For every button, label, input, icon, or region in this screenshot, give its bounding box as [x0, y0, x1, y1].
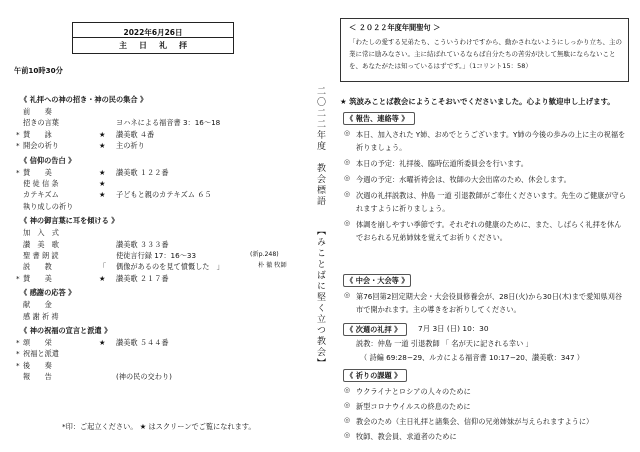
screen-star-icon: ★	[99, 179, 106, 188]
standing-mark: *	[16, 338, 20, 347]
order-content: 讃美歌 ５４４番	[116, 338, 169, 347]
order-label: 頌 栄	[23, 338, 52, 347]
order-label: 賛 詠	[23, 129, 52, 139]
bullet-icon: ◎	[344, 431, 351, 439]
order-label: 讃 美 歌	[23, 239, 59, 249]
next-service-date: 7月 3日 (日) 10：30	[418, 324, 489, 333]
section-heading: 《 礼拝への神の招き・神の民の集合 》	[20, 95, 148, 104]
order-label: 聖 書 朗 読	[23, 251, 59, 260]
order-label: 説 教	[23, 262, 52, 272]
order-label: 感 謝 祈 祷	[23, 311, 59, 321]
list-item: 第76回第2回定期大会・大会役員修養会が、28日(火)から30日(木)まで愛知県刈谷市で開かれます。主の導きをお祈りしてください。	[356, 292, 623, 314]
conference-heading: 《 中会・大会等 》	[346, 276, 409, 285]
order-label: 前 奏	[23, 107, 52, 116]
bullet-icon: ◎	[344, 416, 351, 424]
bullet-icon: ◎	[344, 291, 351, 299]
annual-verse-title: ＜ ２０２２年度年間聖句 ＞	[349, 23, 441, 32]
order-label: 開会の祈り	[23, 141, 59, 151]
order-content: 使徒言行録 17：16〜33	[116, 251, 197, 260]
order-label: 使 徒 信 条	[23, 179, 59, 188]
order-label: 後 奏	[23, 360, 52, 370]
bullet-icon: ◎	[344, 401, 351, 409]
screen-star-icon: ★	[99, 190, 106, 200]
next-sermon: 説教：仲島 一道 引退教師 「 名が天に記される幸い 」	[356, 339, 533, 348]
order-label: 賛 美	[23, 167, 52, 177]
list-item: 教会のため（主日礼拝と諸集会、信仰の兄弟姉妹が与えられますように）	[356, 417, 594, 426]
bullet-icon: ◎	[344, 190, 351, 198]
standing-mark: *	[16, 129, 20, 139]
order-label: 報 告	[23, 372, 52, 382]
standing-mark: *	[16, 360, 20, 370]
order-label: 加 入 式	[23, 228, 59, 238]
list-item: ウクライナとロシアの人々のために	[356, 387, 471, 396]
order-content: 讃美歌 １２２番	[116, 167, 169, 177]
church-motto	[311, 86, 329, 436]
motto-year: 二〇二二年度 教会標語	[315, 86, 325, 207]
order-note: 朴 徹 牧師	[258, 262, 287, 270]
order-content: 主の祈り	[116, 141, 145, 151]
screen-star-icon: ★	[99, 338, 106, 347]
bullet-icon: ◎	[344, 386, 351, 394]
order-label: 献 金	[23, 300, 52, 310]
order-content: 讃美歌 ２１７番	[116, 273, 169, 283]
list-item: 牧師、教会員、求道者のために	[356, 432, 457, 441]
screen-star-icon: ★	[99, 129, 106, 139]
order-note: (新p.248)	[250, 251, 279, 258]
order-content: ヨハネによる福音書 3：16〜18	[116, 118, 221, 128]
standing-mark: *	[16, 141, 20, 151]
bullet-icon: ◎	[344, 158, 351, 166]
bullet-icon: ◎	[344, 174, 351, 182]
order-label: カテキズム	[23, 190, 59, 200]
prayer-heading: 《 祈りの課題 》	[346, 371, 402, 380]
list-item: 体調を崩しやすい季節です。それぞれの健康のために、また、しばらく礼拝を休んでおられる兄弟姉妹を覚えてお祈りください。	[356, 220, 622, 242]
next-service-heading: 《 次週の礼拝 》	[346, 325, 402, 334]
order-content: 讃美歌 ３３３番	[116, 239, 169, 249]
service-date: 2022年6月26日	[123, 28, 183, 37]
welcome-message: ★ 筑波みことば教会にようこそおいでくださいました。心より歓迎申し上げます。	[340, 97, 615, 106]
service-title: 主日礼拝	[119, 41, 199, 50]
section-heading: 《 信仰の告白 》	[20, 155, 76, 165]
service-time: 午前10時30分	[14, 66, 63, 75]
order-content: 讃美歌 ４番	[116, 129, 155, 139]
service-header-box	[72, 22, 234, 54]
order-label: 執り成しの祈り	[23, 201, 74, 211]
reports-heading: 《 報告、連絡等 》	[346, 114, 409, 123]
section-heading: 《 神の祝福の宣言と派遣 》	[20, 326, 112, 335]
next-scripture: （ 詩編 69:28−29、ルカによる福音書 10:17−20、讃美歌：347 ）	[360, 353, 584, 362]
standing-mark: *	[16, 273, 20, 283]
standing-mark: *	[16, 349, 20, 359]
bullet-icon: ◎	[344, 129, 351, 137]
footnote: *印：ご起立ください。 ★ はスクリーンでご覧になれます。	[62, 422, 256, 431]
screen-star-icon: ★	[99, 141, 106, 151]
order-label: 招きの言葉	[23, 118, 59, 128]
screen-star-icon: ★	[99, 273, 106, 283]
order-content: 子どもと親のカテキズム ６５	[116, 190, 212, 200]
list-item: 次週の礼拝説教は、仲島 一道 引退教師がご奉仕くださいます。先生のご健康が守られますように祈りましょう。	[356, 191, 626, 213]
list-item: 新型コロナウイルスの終息のために	[356, 402, 471, 411]
section-heading: 《 神の御言葉に耳を傾ける 》	[20, 216, 119, 226]
standing-mark: *	[16, 167, 20, 177]
order-label: 賛 美	[23, 273, 52, 283]
list-item: 本日、加入された Y姉、おめでとうございます。Y姉の今後の歩みの上に主の祝福を祈りましょう。	[356, 130, 626, 152]
section-heading: 《 感謝の応答 》	[20, 288, 76, 298]
bullet-icon: ◎	[344, 219, 351, 227]
annual-verse-box	[340, 18, 629, 82]
order-label: 祝福と派遣	[23, 349, 59, 359]
order-content: (神の民の交わり)	[116, 372, 172, 382]
order-content: 偶像があるのを見て憤慨した 」	[116, 262, 224, 272]
quote-mark: 「	[99, 262, 107, 272]
list-item: 今週の予定：水曜祈祷会は、牧師の大会出席のため、休会します。	[356, 175, 571, 184]
motto-text: 【みことばに堅く立つ教会】	[315, 226, 325, 369]
header-divider	[73, 37, 233, 38]
screen-star-icon: ★	[99, 167, 106, 177]
list-item: 本日の予定：礼拝後、臨時伝道所委員会を行います。	[356, 159, 528, 168]
annual-verse-body: 「わたしの愛する兄弟たち、こういうわけですから、動かされないようにしっかり立ち、主の業に常に励みなさい。主に結ばれているならば自分たちの苦労が決して無駄にならないことを、あなたがたは知っているはずです。」（1コリント15：58）	[349, 38, 622, 70]
